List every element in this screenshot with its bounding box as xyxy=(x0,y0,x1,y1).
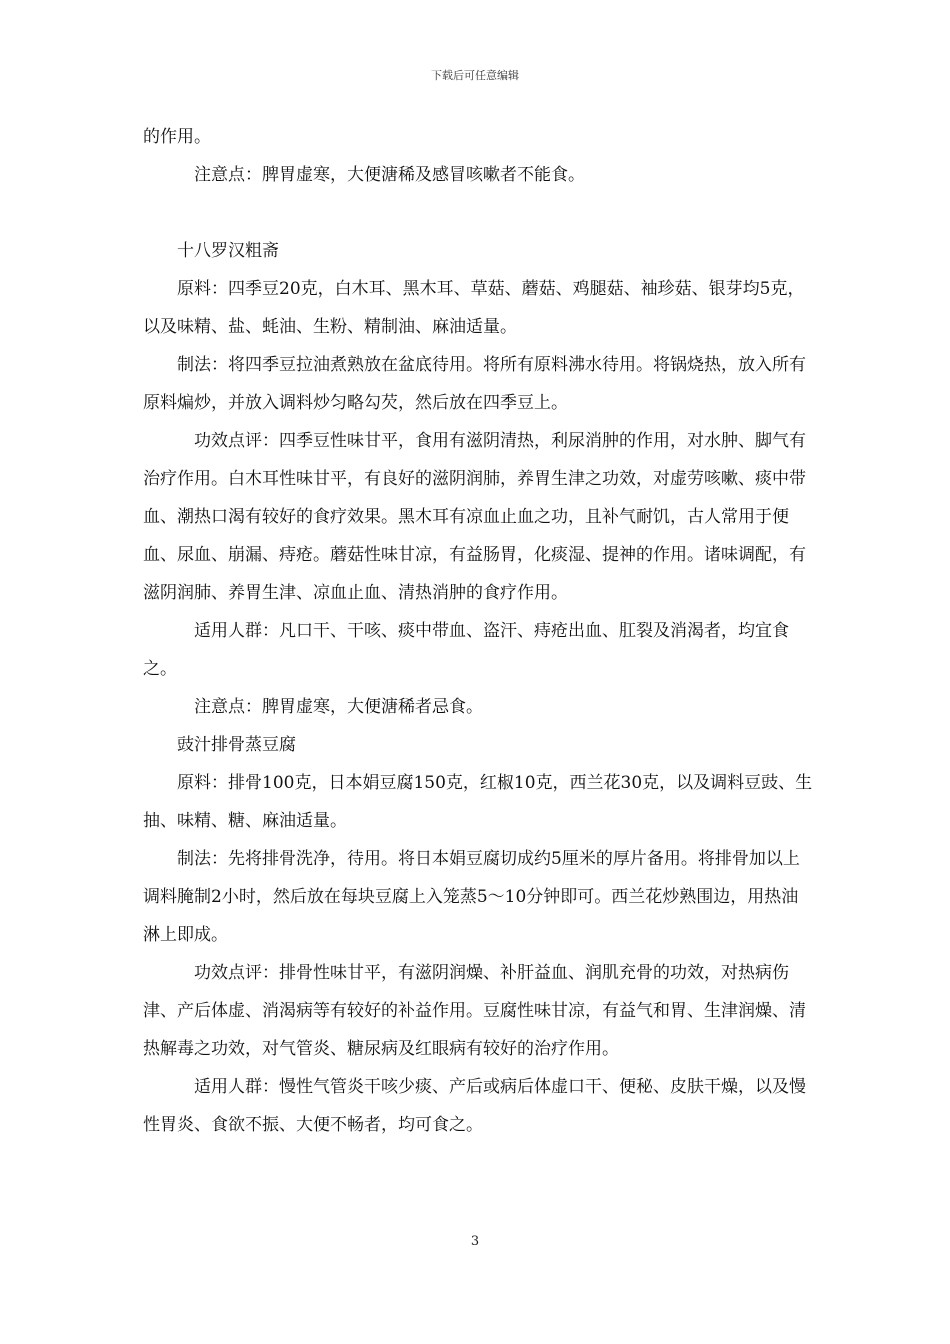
paragraph-efficacy: 功效点评：排骨性味甘平，有滋阴润燥、补肝益血、润肌充骨的功效，对热病伤津、产后体虚、消渴病等有较好的补益作用。豆腐性味甘凉，有益气和胃、生津润燥、清热解毒之功效，对气管炎、糖尿病及红眼病有较好的治疗作用。 xyxy=(143,963,806,1059)
paragraph-ingredients: 原料：四季豆20克，白木耳、黑木耳、草菇、蘑菇、鸡腿菇、袖珍菇、银芽均5克，以及味精、盐、蚝油、生粉、精制油、麻油适量。 xyxy=(143,279,805,337)
recipe-title: 豉汁排骨蒸豆腐 xyxy=(177,735,296,755)
paragraph-spacer xyxy=(143,194,815,232)
recipe-title: 十八罗汉粗斋 xyxy=(177,241,279,261)
paragraph-efficacy: 功效点评：四季豆性味甘平，食用有滋阴清热，利尿消肿的作用，对水肿、脚气有治疗作用。白木耳性味甘平，有良好的滋阴润肺，养胃生津之功效，对虚劳咳嗽、痰中带血、潮热口渴有较好的食疗效果。黑木耳有凉血止血之功，且补气耐饥，古人常用于便血、尿血、崩漏、痔疮。蘑菇性味甘凉，有益肠胃，化痰湿、提神的作用。诸味调配，有滋阴润肺、养胃生津、凉血止血、清热消肿的食疗作用。 xyxy=(143,431,806,603)
paragraph-method: 制法：将四季豆拉油煮熟放在盆底待用。将所有原料沸水待用。将锅烧热，放入所有原料煸炒，并放入调料炒匀略勾芡，然后放在四季豆上。 xyxy=(143,355,806,413)
paragraph-method: 制法：先将排骨洗净，待用。将日本娟豆腐切成约5厘米的厚片备用。将排骨加以上调料腌制2小时，然后放在每块豆腐上入笼蒸5～10分钟即可。西兰花炒熟围边，用热油淋上即成。 xyxy=(143,849,800,945)
paragraph-ingredients: 原料：排骨100克，日本娟豆腐150克，红椒10克，西兰花30克，以及调料豆豉、生抽、味精、糖、麻油适量。 xyxy=(143,773,813,831)
paragraph-continuation: 的作用。 xyxy=(143,127,211,147)
paragraph-suitable-people: 适用人群：凡口干、干咳、痰中带血、盗汗、痔疮出血、肛裂及消渴者，均宜食之。 xyxy=(143,621,789,679)
paragraph-caution: 注意点：脾胃虚寒，大便溏稀及感冒咳嗽者不能食。 xyxy=(194,165,585,185)
document-body xyxy=(143,118,815,1144)
paragraph-suitable-people: 适用人群：慢性气管炎干咳少痰、产后或病后体虚口干、便秘、皮肤干燥，以及慢性胃炎、食欲不振、大便不畅者，均可食之。 xyxy=(143,1077,806,1135)
page-header: 下载后可任意编辑 xyxy=(431,69,519,82)
paragraph-caution: 注意点：脾胃虚寒，大便溏稀者忌食。 xyxy=(194,697,483,717)
page-number: 3 xyxy=(470,1234,480,1249)
